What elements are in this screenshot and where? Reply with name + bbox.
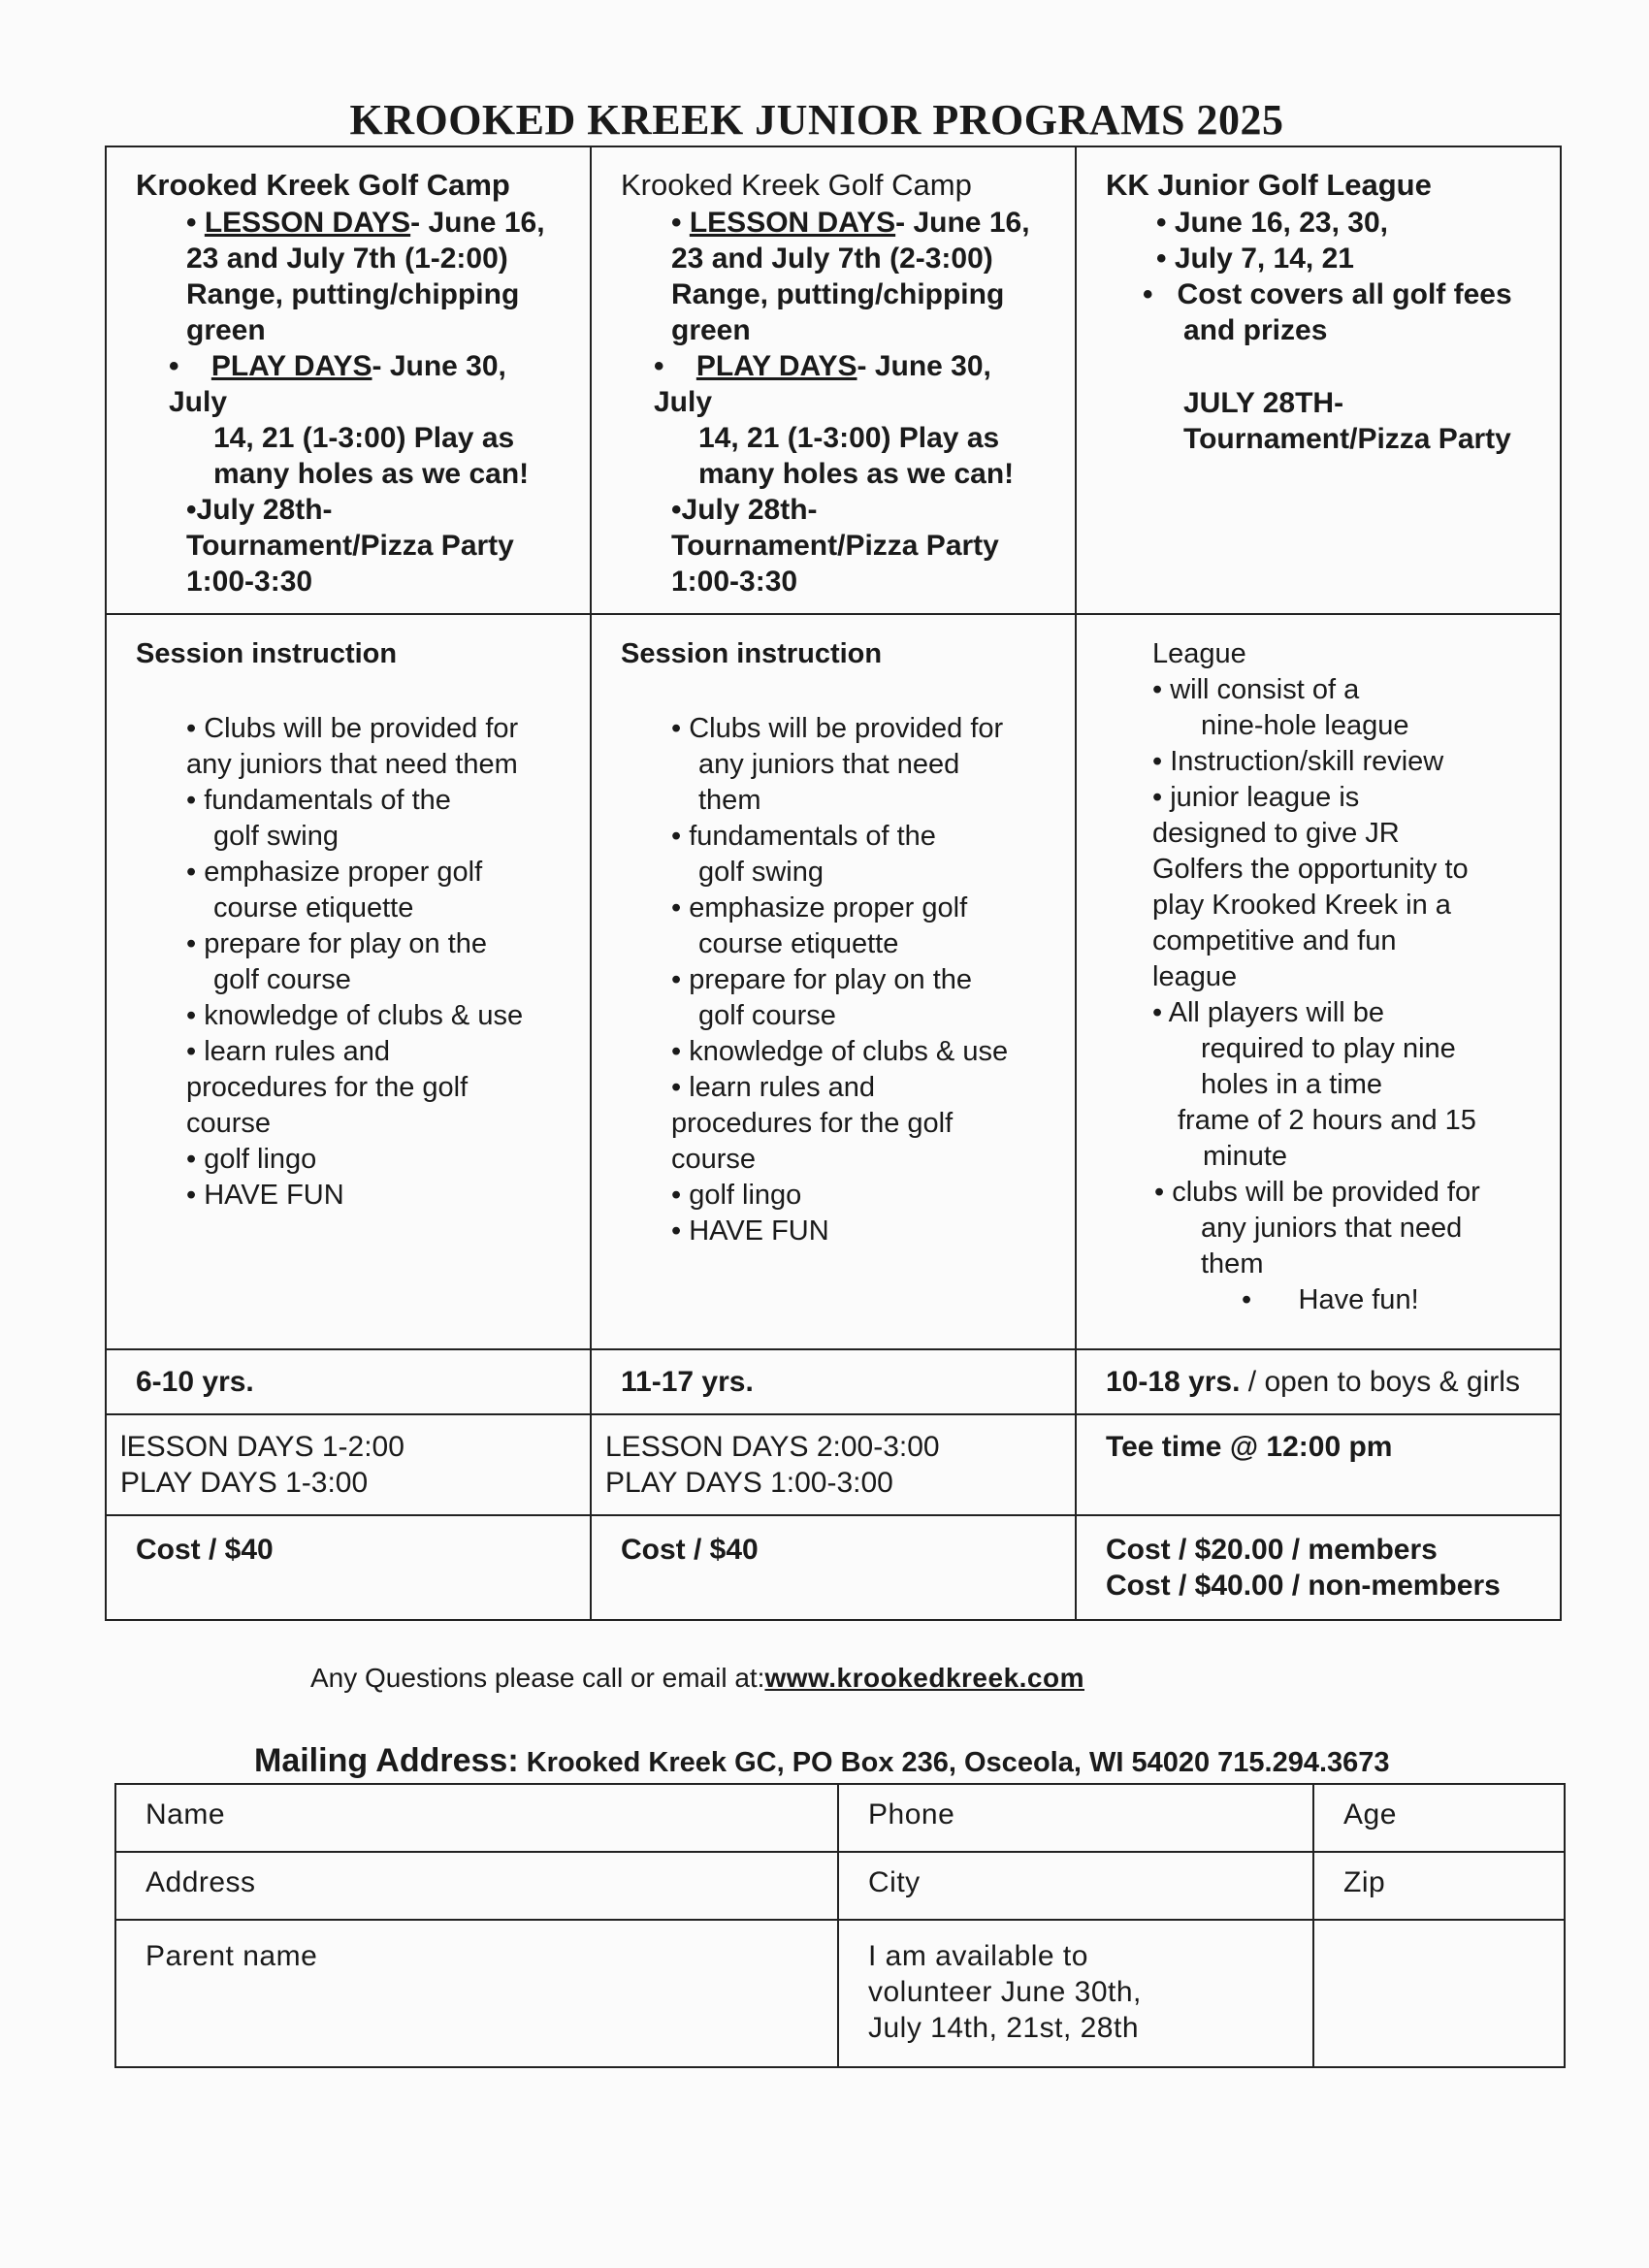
golf-camp-2-cell: Krooked Kreek Golf Camp • LESSON DAYS- June 16, 23 and July 7th (2-3:00) Range, putting/chipping green • PLAY DAYS- June 30, July 14, 21 (1-3:00) Play as many holes as we can! •July 28th- Tournament/Pizza Party 1:00-3:30 bbox=[591, 146, 1076, 614]
city-field[interactable]: City bbox=[838, 1852, 1313, 1920]
website-link[interactable]: www.krookedkreek.com bbox=[764, 1663, 1084, 1693]
age-range-1: 6-10 yrs. bbox=[106, 1349, 591, 1414]
address-field[interactable]: Address bbox=[115, 1852, 838, 1920]
questions-line: Any Questions please call or email at:www.krookedkreek.com bbox=[310, 1663, 1084, 1693]
league-details-cell: League • will consist of a nine-hole league • Instruction/skill review • junior league is designed to give JR Golfers the opportunity to play Krooked Kreek in a competitive and fun league • All players will be required to play nine holes in a time frame of 2 hours and 15 minute • clubs will be provided for any juniors that need them • Have fun! bbox=[1076, 614, 1561, 1349]
phone-field[interactable]: Phone bbox=[838, 1784, 1313, 1852]
cost-1: Cost / $40 bbox=[106, 1515, 591, 1620]
registration-form bbox=[114, 1783, 1566, 2068]
golf-camp-2-heading: Krooked Kreek Golf Camp bbox=[621, 168, 972, 202]
age-range-2: 11-17 yrs. bbox=[591, 1349, 1076, 1414]
zip-field[interactable]: Zip bbox=[1313, 1852, 1565, 1920]
cost-3: Cost / $20.00 / members Cost / $40.00 / non-members bbox=[1076, 1515, 1561, 1620]
parent-name-field[interactable]: Parent name bbox=[115, 1920, 838, 2067]
junior-league-heading: KK Junior Golf League bbox=[1106, 168, 1432, 202]
golf-camp-1-cell: Krooked Kreek Golf Camp • LESSON DAYS- June 16, 23 and July 7th (1-2:00) Range, putting/chipping green • PLAY DAYS- June 30, July 14, 21 (1-3:00) Play as many holes as we can! •July 28th- Tournament/Pizza Party 1:00-3:30 bbox=[106, 146, 591, 614]
junior-league-cell: KK Junior Golf League • June 16, 23, 30, • July 7, 14, 21 • Cost covers all golf fees and prizes JULY 28TH- Tournament/Pizza Party bbox=[1076, 146, 1561, 614]
lesson-days-line: • LESSON DAYS- June 16, bbox=[136, 205, 572, 241]
age-range-3: 10-18 yrs. / open to boys & girls bbox=[1076, 1349, 1561, 1414]
golf-camp-1-heading: Krooked Kreek Golf Camp bbox=[136, 168, 510, 202]
volunteer-field[interactable]: I am available to volunteer June 30th, July 14th, 21st, 28th bbox=[838, 1920, 1313, 2067]
age-field[interactable]: Age bbox=[1313, 1784, 1565, 1852]
lesson-days-line: • LESSON DAYS- June 16, bbox=[621, 205, 1057, 241]
schedule-2: LESSON DAYS 2:00-3:00 PLAY DAYS 1:00-3:00 bbox=[591, 1414, 1076, 1515]
programs-table bbox=[105, 146, 1562, 1621]
page-title: KROOKED KREEK JUNIOR PROGRAMS 2025 bbox=[349, 96, 1284, 144]
schedule-1: lESSON DAYS 1-2:00 PLAY DAYS 1-3:00 bbox=[106, 1414, 591, 1515]
session-instruction-2-cell: Session instruction • Clubs will be provided for any juniors that need them • fundamentals of the golf swing • emphasize proper golf course etiquette • prepare for play on the golf course • knowledge of clubs & use • learn rules and procedures for the golf course • golf lingo • HAVE FUN bbox=[591, 614, 1076, 1349]
play-days-line: • PLAY DAYS- June 30, July bbox=[654, 350, 991, 418]
volunteer-checkbox-area[interactable] bbox=[1313, 1920, 1565, 2067]
tee-time: Tee time @ 12:00 pm bbox=[1076, 1414, 1561, 1515]
mailing-address: Mailing Address: Krooked Kreek GC, PO Box 236, Osceola, WI 54020 715.294.3673 bbox=[254, 1742, 1390, 1779]
name-field[interactable]: Name bbox=[115, 1784, 838, 1852]
cost-2: Cost / $40 bbox=[591, 1515, 1076, 1620]
play-days-line: • PLAY DAYS- June 30, July bbox=[169, 350, 506, 418]
session-instruction-1-cell: Session instruction • Clubs will be provided for any juniors that need them • fundamentals of the golf swing • emphasize proper golf course etiquette • prepare for play on the golf course • knowledge of clubs & use • learn rules and procedures for the golf course • golf lingo • HAVE FUN bbox=[106, 614, 591, 1349]
